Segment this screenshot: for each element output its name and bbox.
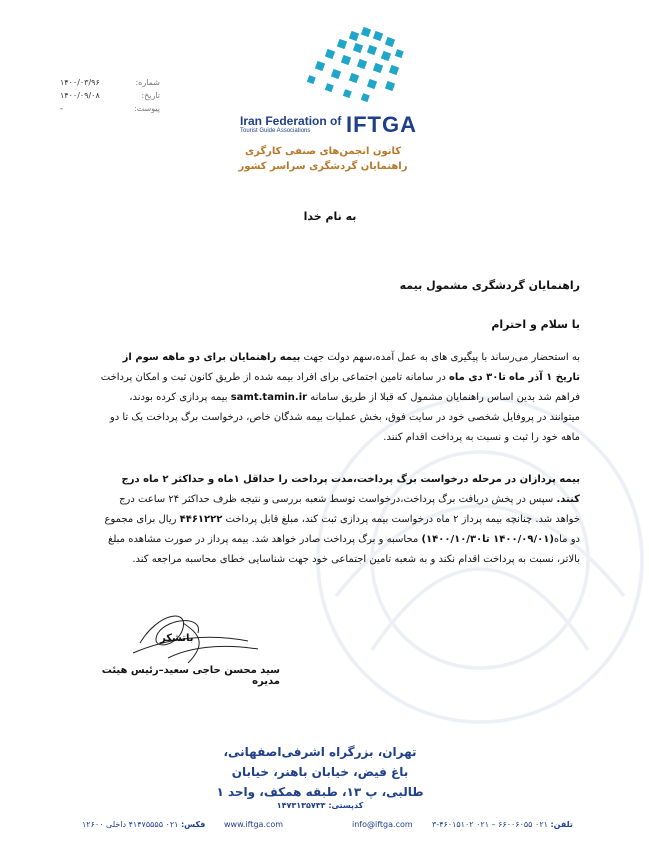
footer-tel-value: ۰۲۱ ۶۶۰۰۶۰۵۵ – ۰۲۱ ۴۶۰۱۵۱۰۲-۳ [432, 820, 548, 829]
para2-dates: (۱۴۰۰/۰۹/۰۱ تا۱۴۰۰/۱۰/۳۰) [421, 534, 554, 545]
letter-meta [60, 76, 160, 115]
letter-attachment-label: پیوست: [133, 104, 160, 113]
office-address [160, 742, 480, 802]
para1-bold-2: تا۳۰ دی ماه [449, 372, 506, 383]
body-paragraph-1 [100, 348, 580, 448]
org-name-en-line1: Iran Federation of [240, 114, 342, 128]
body-paragraph-2 [100, 470, 580, 570]
para1-text-3: بیمه پردازی کرده بودند، میتوانند در پروفایل شخصی خود در سایت فوق، بخش عملیات بیمه شدگان خاص، درخواست برگ پرداخت یک تا دو ماهه خود را ثبت و نسبت به پرداخت اقدام کنند. [109, 392, 580, 443]
footer-website[interactable]: www.iftga.com [224, 820, 284, 829]
letter-attachment-row [60, 102, 160, 115]
letter-attachment-value: - [60, 104, 63, 113]
address-line-3: طالبی، پ ۱۳، طبقه همکف، واحد ۱ [216, 785, 424, 799]
para1-text-2: در سامانه تامین اجتماعی برای افراد بیمه شده از طریق کانون ثبت و امکان پرداخت فراهم شد‌ بدین اساس راهنمایان مشمول که قبلا از طریق سامانه [100, 372, 580, 403]
samt-site-link[interactable]: samt.tamin.ir [230, 392, 308, 403]
letter-date-row [60, 89, 160, 102]
letter-number-row [60, 76, 160, 89]
iftga-logo [232, 22, 417, 172]
postal-code-label: کدپستی: [328, 801, 364, 810]
letter-number-label: شماره: [135, 78, 160, 87]
para2-text-2: ریال برای مجموع دو ماه [104, 514, 580, 545]
org-abbreviation: IFTGA [346, 112, 417, 137]
org-name-fa [238, 144, 408, 174]
org-name-fa-line1: کانون انجمن‌های صنفی کارگری [244, 146, 402, 157]
footer-fax [82, 820, 205, 829]
letter-number-value: ۱۴۰۰/۰۳/۹۶ [60, 78, 100, 87]
greeting-heading: با سلام و احترام [491, 318, 580, 331]
para2-text-3: محاسبه و برگ پرداخت صادر خواهد شد. بیمه پرداز در صورت مشاهده مبلغ بالاتر، نسبت به پرداخت اقدام نکند و به شعبه تامین اجتماعی خود جهت شناسایی خطای محاسبه مراجعه کند. [108, 534, 580, 565]
address-line-1: تهران، بزرگراه اشرفی‌اصفهانی، [223, 745, 417, 759]
bismillah-heading: به نام خدا [303, 210, 357, 223]
address-line-2: باغ فیض، خیابان باهنر، خیابان [231, 765, 409, 779]
footer-fax-value: ۰۲۱ ۴۱۴۷۵۵۵۵ داخلی ۱۲۶۰۰ [82, 820, 179, 829]
contact-footer [12, 820, 637, 836]
para2-amount: ۴۴۶۱۲۲۲ [179, 514, 223, 525]
para1-text-1: به استحضار می‌رساند با پیگیری های به عمل آمده،سهم دولت جهت [300, 352, 580, 363]
postal-code-value: ۱۴۷۳۱۳۵۷۳۳ [276, 801, 326, 810]
logo-mosaic-icon [292, 22, 412, 112]
signer-name: سید محسن حاجی سعید–رئیس هیئت مدیره [101, 665, 280, 687]
org-name-fa-line2: راهنمایان گردشگری سراسر کشور [238, 161, 408, 172]
footer-fax-label: فکس: [180, 820, 206, 829]
para1-bold-1: بیمه راهنمایان برای دو ماهه سوم از تاریخ ۱ آذر ماه [122, 352, 580, 383]
para2-text-1: سپس در پخش دریافت برگ پرداخت،درخواست توسط شعبه بررسی و نتیجه ظرف حداکثر ۲۴ ساعت درج خواهد شد. چنانچه بیمه پرداز ۲ ماه درخواست بیمه پردازی ثبت کند، مبلغ قابل پرداخت [119, 494, 580, 525]
letter-date-value: ۱۴۰۰/۰۹/۰۸ [60, 91, 100, 100]
closing-thanks: باتشکر [160, 633, 194, 644]
footer-tel-label: تلفن: [550, 820, 573, 829]
footer-tel [432, 820, 573, 829]
postal-code [240, 800, 400, 811]
recipient-heading: راهنمایان گردشگری مشمول بیمه [399, 279, 580, 292]
letter-date-label: تاریخ: [141, 91, 160, 100]
para2-bold-1: بیمه پردازان در مرحله درخواست برگ پرداخت،مدت پرداخت را حداقل ۱ماه و حداکثر ۲ ماه درج کنند. [121, 474, 580, 505]
footer-email[interactable]: info@iftga.com [352, 820, 413, 829]
org-name-en-line2: Tourist Guide Associations [240, 128, 311, 134]
